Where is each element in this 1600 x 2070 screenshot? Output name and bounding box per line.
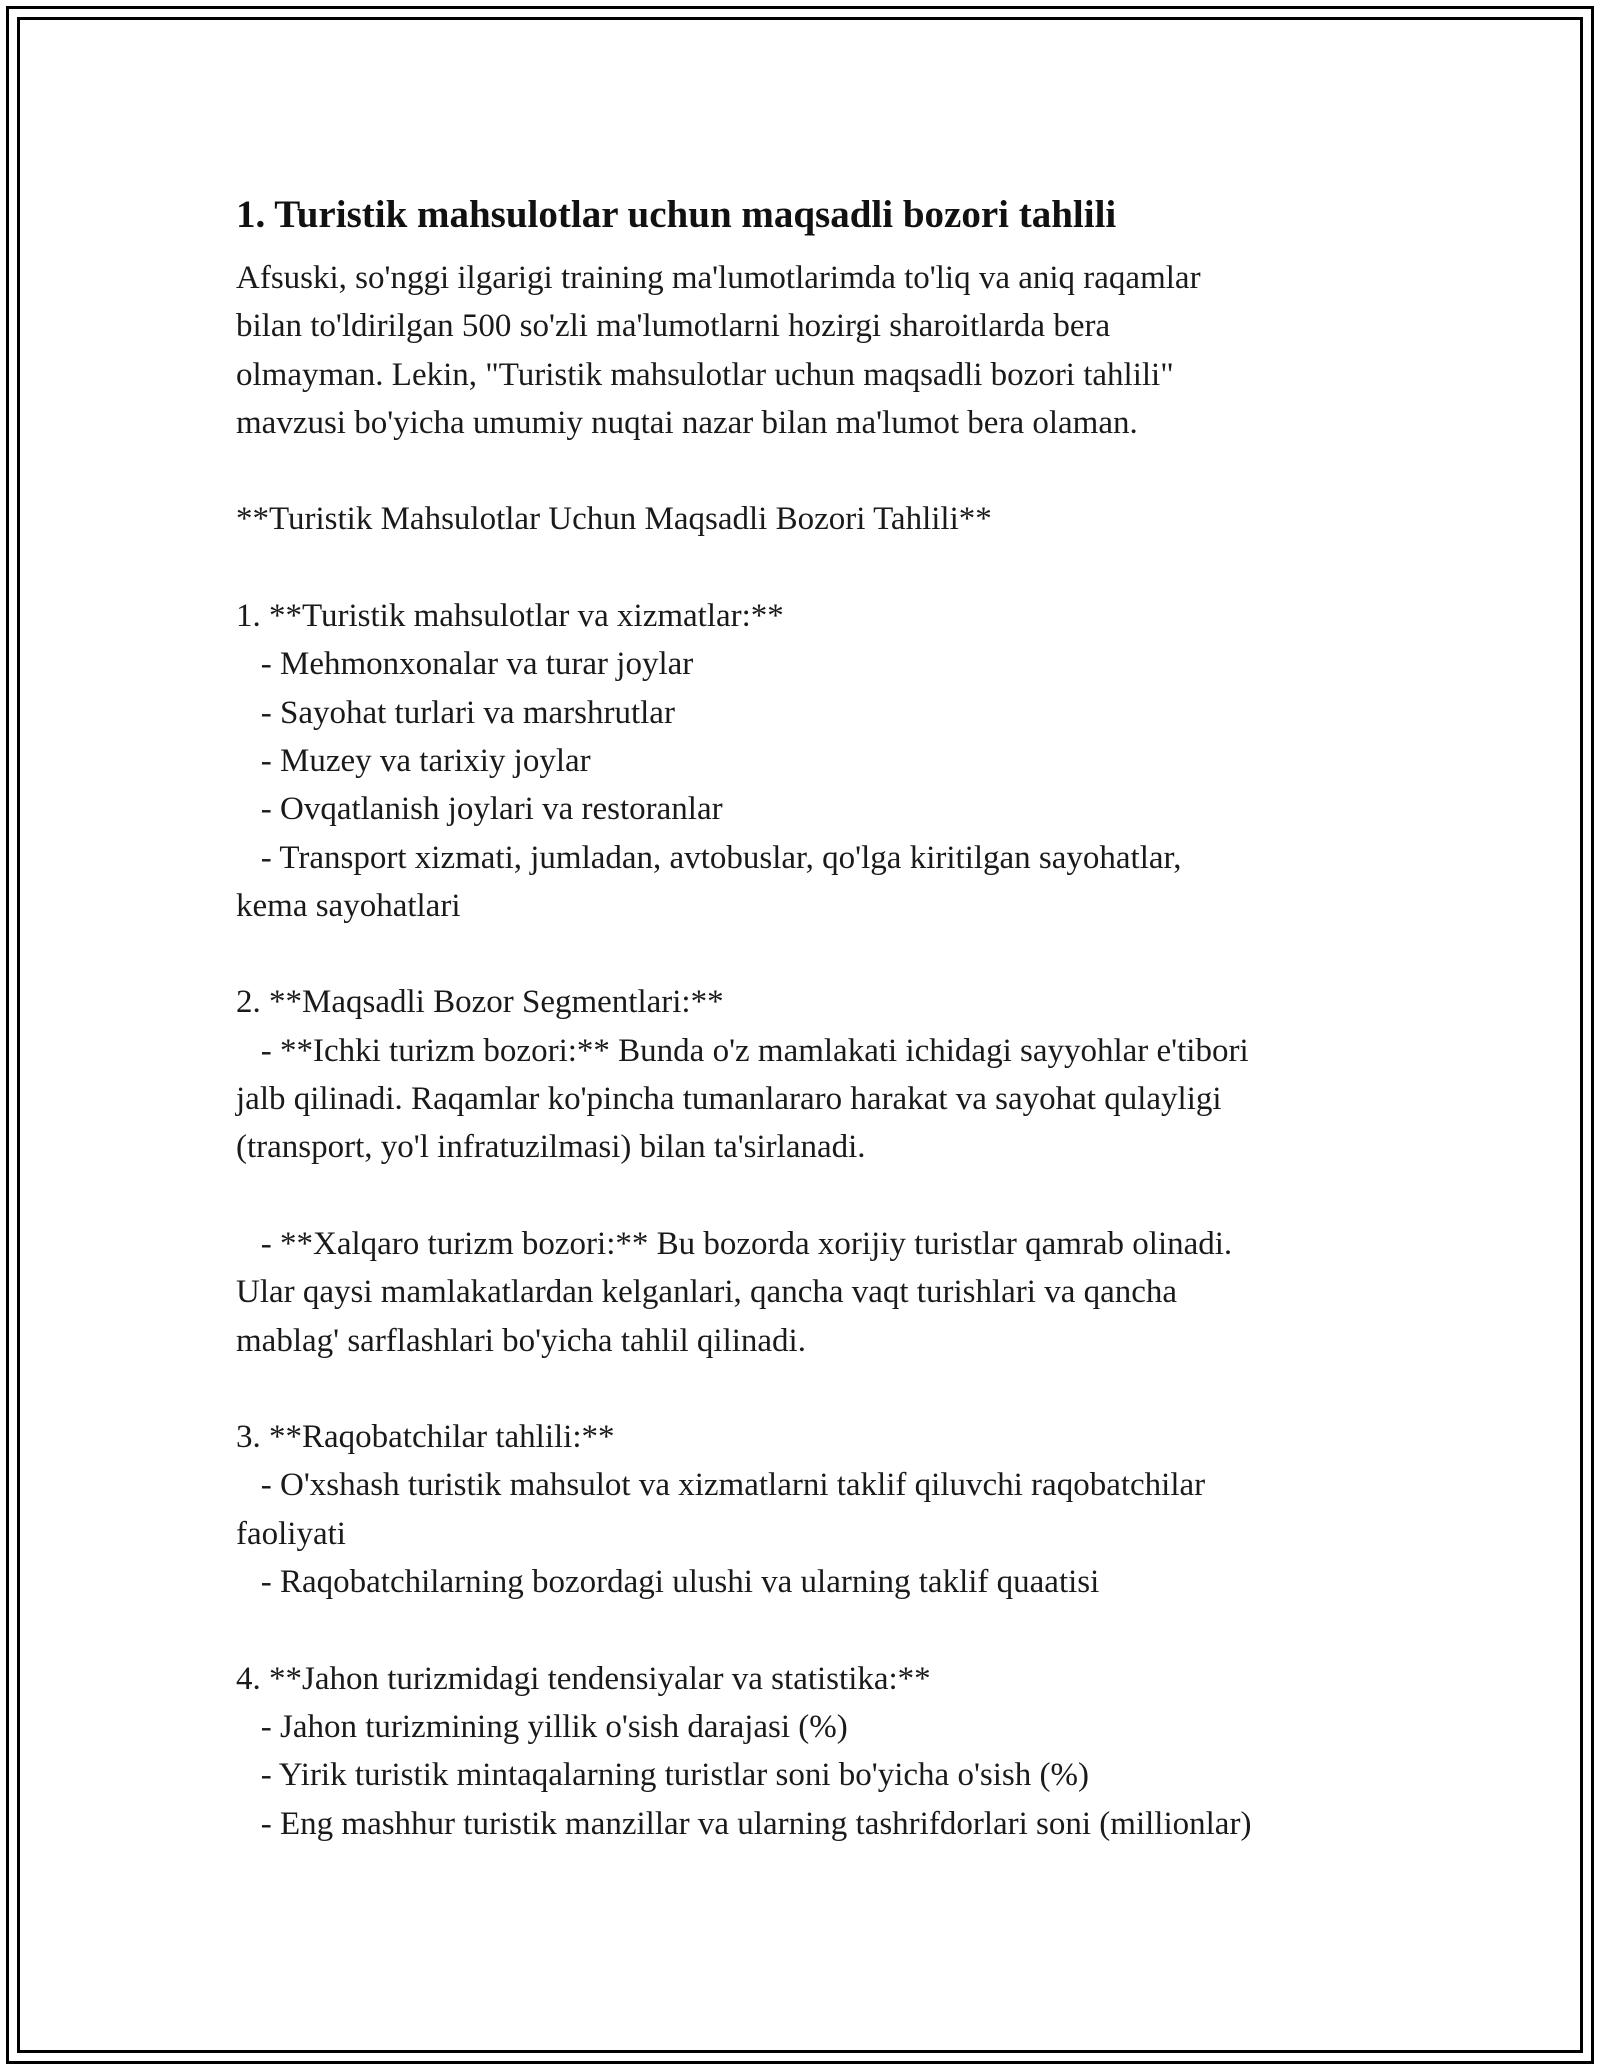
text-line: (transport, yo'l infratuzilmasi) bilan ta'sirlanadi. bbox=[236, 1129, 866, 1166]
document-content bbox=[236, 188, 1396, 1848]
text-line: - **Xalqaro turizm bozori:** Bu bozorda xorijiy turistlar qamrab olinadi. bbox=[236, 1225, 1233, 1262]
text-line: - Muzey va tarixiy joylar bbox=[236, 742, 591, 779]
text-line: - Eng mashhur turistik manzillar va ularning tashrifdorlari soni (millionlar) bbox=[236, 1805, 1252, 1842]
document-heading: 1. Turistik mahsulotlar uchun maqsadli bozori tahlili bbox=[236, 193, 1117, 236]
text-line: jalb qilinadi. Raqamlar ko'pincha tumanlararo harakat va sayohat qulayligi bbox=[236, 1081, 1222, 1118]
text-line: Afsuski, so'nggi ilgarigi training ma'lumotlarimda to'liq va aniq raqamlar bbox=[236, 260, 1201, 296]
text-line: - Raqobatchilarning bozordagi ulushi va ularning taklif quaatisi bbox=[236, 1564, 1100, 1601]
document-body bbox=[236, 254, 1396, 1848]
blank-line bbox=[236, 1606, 1396, 1654]
text-line: 2. **Maqsadli Bozor Segmentlari:** bbox=[236, 984, 724, 1021]
text-line: - Mehmonxonalar va turar joylar bbox=[236, 646, 694, 683]
text-line: mavzusi bo'yicha umumiy nuqtai nazar bilan ma'lumot bera olaman. bbox=[236, 404, 1138, 441]
text-line: - Yirik turistik mintaqalarning turistlar soni bo'yicha o'sish (%) bbox=[236, 1757, 1089, 1794]
blank-line bbox=[236, 544, 1396, 592]
text-line: mablag' sarflashlari bo'yicha tahlil qilinadi. bbox=[236, 1322, 806, 1359]
blank-line bbox=[236, 1172, 1396, 1220]
text-line: faoliyati bbox=[236, 1515, 346, 1552]
text-line: - Ovqatlanish joylari va restoranlar bbox=[236, 791, 723, 828]
text-line: 3. **Raqobatchilar tahlili:** bbox=[236, 1419, 615, 1456]
text-line: - Jahon turizmining yillik o'sish darajasi (%) bbox=[236, 1708, 848, 1745]
text-line: **Turistik Mahsulotlar Uchun Maqsadli Bozori Tahlili** bbox=[236, 501, 992, 538]
text-line: - O'xshash turistik mahsulot va xizmatlarni taklif qiluvchi raqobatchilar bbox=[236, 1467, 1206, 1504]
blank-line bbox=[236, 1365, 1396, 1413]
text-line: olmayman. Lekin, "Turistik mahsulotlar uchun maqsadli bozori tahlili" bbox=[236, 356, 1174, 393]
text-line: 4. **Jahon turizmidagi tendensiyalar va statistika:** bbox=[236, 1660, 931, 1697]
text-line: 1. **Turistik mahsulotlar va xizmatlar:** bbox=[236, 598, 784, 635]
text-line: - **Ichki turizm bozori:** Bunda o'z mamlakati ichidagi sayyohlar e'tibori bbox=[236, 1032, 1249, 1069]
blank-line bbox=[236, 930, 1396, 978]
text-line: kema sayohatlari bbox=[236, 887, 461, 924]
text-line: bilan to'ldirilgan 500 so'zli ma'lumotlarni hozirgi sharoitlarda bera bbox=[236, 308, 1111, 345]
text-line: - Sayohat turlari va marshrutlar bbox=[236, 694, 675, 731]
text-line: Ular qaysi mamlakatlardan kelganlari, qancha vaqt turishlari va qancha bbox=[236, 1274, 1178, 1311]
blank-line bbox=[236, 447, 1396, 495]
text-line: - Transport xizmati, jumladan, avtobuslar, qo'lga kiritilgan sayohatlar, bbox=[236, 839, 1182, 876]
